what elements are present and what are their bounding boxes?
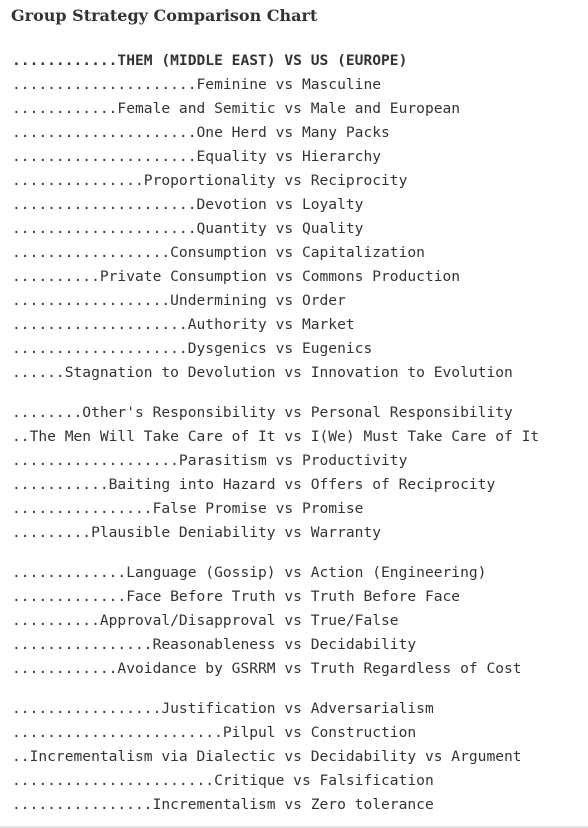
comparison-row: ..........Approval/Disapproval vs True/False xyxy=(12,612,399,629)
comparison-row: ..................Consumption vs Capitalization xyxy=(12,244,425,261)
comparison-row: .............Language (Gossip) vs Action (Engineering) xyxy=(12,564,487,581)
comparison-row: .........Plausible Deniability vs Warranty xyxy=(12,524,382,541)
comparison-row: .....................One Herd vs Many Packs xyxy=(12,124,390,141)
comparison-row: ..The Men Will Take Care of It vs I(We) Must Take Care of It xyxy=(12,428,540,445)
comparison-section-2 xyxy=(12,401,539,545)
comparison-row: ................Reasonableness vs Decidability xyxy=(12,636,417,653)
comparison-row: ....................Dysgenics vs Eugenics xyxy=(12,340,373,357)
comparison-row: ...........Baiting into Hazard vs Offers of Reciprocity xyxy=(12,476,496,493)
comparison-section-4 xyxy=(12,697,522,817)
comparison-section-3 xyxy=(12,561,522,681)
comparison-row: ............Female and Semitic vs Male and European xyxy=(12,100,461,117)
comparison-row: ....................Authority vs Market xyxy=(12,316,355,333)
comparison-row: ......Stagnation to Devolution vs Innovation to Evolution xyxy=(12,364,513,381)
comparison-row: ................False Promise vs Promise xyxy=(12,500,364,517)
comparison-row: ..........Private Consumption vs Commons Production xyxy=(12,268,461,285)
comparison-header-row: ............THEM (MIDDLE EAST) VS US (EUROPE) xyxy=(12,52,408,69)
comparison-row: ...............Proportionality vs Reciprocity xyxy=(12,172,408,189)
comparison-row: ..................Undermining vs Order xyxy=(12,292,346,309)
comparison-row: .....................Quantity vs Quality xyxy=(12,220,364,237)
comparison-row: .....................Feminine vs Masculine xyxy=(12,76,382,93)
comparison-row: .....................Equality vs Hierarchy xyxy=(12,148,382,165)
comparison-row: ..Incrementalism via Dialectic vs Decidability vs Argument xyxy=(12,748,522,765)
comparison-section-1 xyxy=(12,49,513,385)
comparison-row: .................Justification vs Adversarialism xyxy=(12,700,434,717)
comparison-row: .............Face Before Truth vs Truth Before Face xyxy=(12,588,461,605)
page-title: Group Strategy Comparison Chart xyxy=(11,6,318,25)
comparison-row: ............Avoidance by GSRRM vs Truth Regardless of Cost xyxy=(12,660,522,677)
comparison-row: ................Incrementalism vs Zero tolerance xyxy=(12,796,434,813)
comparison-row: .....................Devotion vs Loyalty xyxy=(12,196,364,213)
comparison-row: ........Other's Responsibility vs Personal Responsibility xyxy=(12,404,513,421)
comparison-row: .......................Critique vs Falsification xyxy=(12,772,434,789)
comparison-row: ........................Pilpul vs Construction xyxy=(12,724,417,741)
comparison-row: ...................Parasitism vs Productivity xyxy=(12,452,408,469)
